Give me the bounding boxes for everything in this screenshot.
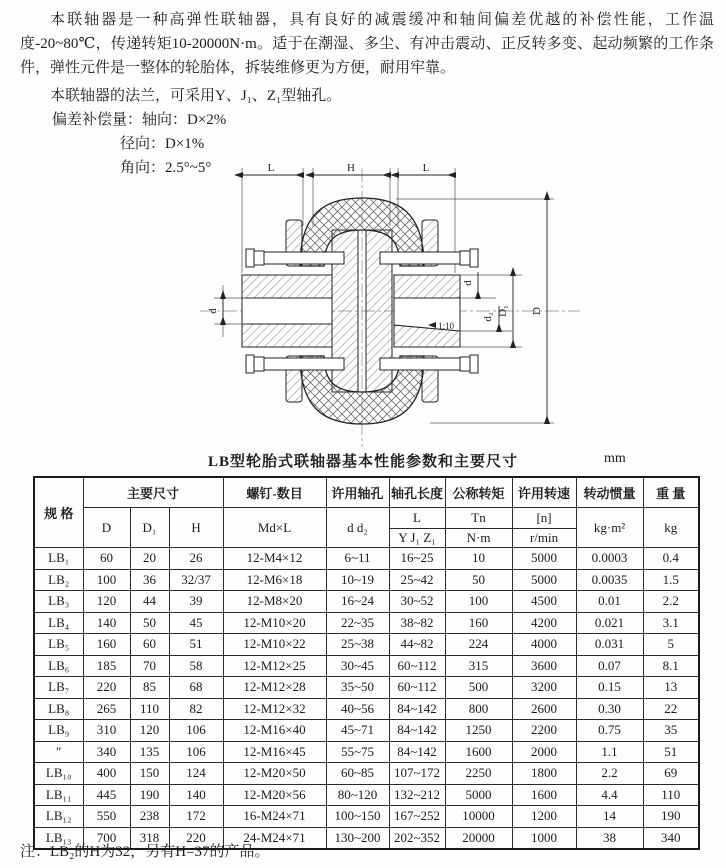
cell-inertia: 0.07 <box>576 655 643 677</box>
cell-screws: 12-M12×28 <box>223 677 326 699</box>
header-spec: 规 格 <box>34 477 83 548</box>
cell-H: 32/37 <box>169 569 223 591</box>
cell-H: 106 <box>169 741 223 763</box>
header-H: H <box>169 508 223 548</box>
cell-n: 2000 <box>512 741 576 763</box>
cell-D: 265 <box>83 698 130 720</box>
cell-weight: 69 <box>643 763 699 785</box>
header-bore-len-L: L <box>389 508 445 529</box>
cell-inertia: 0.0035 <box>576 569 643 591</box>
cell-L: 38~82 <box>389 612 445 634</box>
cell-D: 445 <box>83 784 130 806</box>
cell-L: 107~172 <box>389 763 445 785</box>
svg-text:d: d <box>207 308 219 314</box>
cell-D1: 36 <box>130 569 169 591</box>
cell-bore: 16~24 <box>326 591 389 613</box>
header-D1: D₁ <box>130 508 169 548</box>
compensation-radial: 径向：D×1% <box>120 136 205 152</box>
cell-H: 124 <box>169 763 223 785</box>
header-inertia: 转动惯量 <box>576 477 643 508</box>
dim-label-L-right: L <box>422 162 430 174</box>
cell-L: 44~82 <box>389 634 445 656</box>
intro-paragraph <box>20 8 714 80</box>
cell-D: 400 <box>83 763 130 785</box>
cell-spec: LB₉ <box>34 720 83 742</box>
cell-D: 340 <box>83 741 130 763</box>
cell-Tn: 2250 <box>445 763 512 785</box>
cell-n: 1800 <box>512 763 576 785</box>
cell-bore: 22~35 <box>326 612 389 634</box>
cell-inertia: 0.15 <box>576 677 643 699</box>
cell-inertia: 4.4 <box>576 784 643 806</box>
cell-H: 220 <box>169 827 223 849</box>
cell-screws: 12-M10×22 <box>223 634 326 656</box>
cell-D: 220 <box>83 677 130 699</box>
cell-D: 550 <box>83 806 130 828</box>
cell-n: 3200 <box>512 677 576 699</box>
table-row <box>34 784 699 806</box>
cell-weight: 8.1 <box>643 655 699 677</box>
cell-screws: 12-M8×20 <box>223 591 326 613</box>
header-torque: 公称转矩 <box>445 477 512 508</box>
cell-bore: 25~38 <box>326 634 389 656</box>
cell-spec: LB₁₃ <box>34 827 83 849</box>
footnote: 注：LB₂的H为32，另有H=37的产品。 <box>20 844 270 860</box>
header-bore: 许用轴孔 <box>326 477 389 508</box>
cell-L: 167~252 <box>389 806 445 828</box>
cell-bore: 35~50 <box>326 677 389 699</box>
cell-inertia: 1.1 <box>576 741 643 763</box>
cell-D: 310 <box>83 720 130 742</box>
cell-weight: 5 <box>643 634 699 656</box>
cell-n: 2600 <box>512 698 576 720</box>
cell-D1: 85 <box>130 677 169 699</box>
table-row <box>34 720 699 742</box>
cell-n: 1200 <box>512 806 576 828</box>
cell-D: 140 <box>83 612 130 634</box>
dim-label-L-left: L <box>267 162 275 174</box>
cell-n: 3600 <box>512 655 576 677</box>
cell-n: 1600 <box>512 784 576 806</box>
cell-spec: LB₁₂ <box>34 806 83 828</box>
cell-inertia: 0.75 <box>576 720 643 742</box>
cell-bore: 6~11 <box>326 548 389 570</box>
cell-D1: 20 <box>130 548 169 570</box>
cell-inertia: 2.2 <box>576 763 643 785</box>
cell-D: 160 <box>83 634 130 656</box>
header-weight: 重 量 <box>643 477 699 508</box>
header-torque-sym: Tn <box>445 508 512 529</box>
cell-Tn: 160 <box>445 612 512 634</box>
cell-D1: 135 <box>130 741 169 763</box>
cell-L: 202~352 <box>389 827 445 849</box>
header-speed-sym: [n] <box>512 508 576 529</box>
cell-inertia: 0.30 <box>576 698 643 720</box>
cell-Tn: 10000 <box>445 806 512 828</box>
table-row <box>34 763 699 785</box>
cell-Tn: 1600 <box>445 741 512 763</box>
cell-D1: 110 <box>130 698 169 720</box>
cell-bore: 30~45 <box>326 655 389 677</box>
compensation-axial: 偏差补偿量：轴向：D×2% <box>52 112 227 128</box>
svg-text:1:10: 1:10 <box>438 321 455 331</box>
table-row <box>34 612 699 634</box>
header-screws-sub: Md×L <box>223 508 326 548</box>
cell-spec: LB₁₀ <box>34 763 83 785</box>
cell-H: 45 <box>169 612 223 634</box>
cell-Tn: 500 <box>445 677 512 699</box>
cell-weight: 35 <box>643 720 699 742</box>
cell-n: 5000 <box>512 569 576 591</box>
table-title: LB型轮胎式联轴器基本性能参数和主要尺寸 <box>207 454 518 470</box>
cell-spec: LB₈ <box>34 698 83 720</box>
table-row <box>34 655 699 677</box>
cell-weight: 2.2 <box>643 591 699 613</box>
cell-weight: 190 <box>643 806 699 828</box>
header-speed-unit: r/min <box>512 529 576 548</box>
cell-H: 51 <box>169 634 223 656</box>
cell-Tn: 315 <box>445 655 512 677</box>
right-hub <box>394 275 460 347</box>
cell-Tn: 100 <box>445 591 512 613</box>
cell-screws: 16-M24×71 <box>223 806 326 828</box>
table-row <box>34 741 699 763</box>
cell-weight: 22 <box>643 698 699 720</box>
table-row <box>34 677 699 699</box>
cell-weight: 340 <box>643 827 699 849</box>
cell-n: 4000 <box>512 634 576 656</box>
cell-D: 60 <box>83 548 130 570</box>
coupling-cross-section-diagram <box>0 160 726 452</box>
header-weight-unit: kg <box>643 508 699 548</box>
cell-inertia: 0.021 <box>576 612 643 634</box>
cell-H: 106 <box>169 720 223 742</box>
coupling-spec-table <box>33 476 700 850</box>
cell-spec: LB₁ <box>34 548 83 570</box>
cell-bore: 100~150 <box>326 806 389 828</box>
cell-spec: LB₄ <box>34 612 83 634</box>
cell-inertia: 0.01 <box>576 591 643 613</box>
cell-n: 1000 <box>512 827 576 849</box>
cell-L: 30~52 <box>389 591 445 613</box>
cell-screws: 12-M20×50 <box>223 763 326 785</box>
cell-H: 39 <box>169 591 223 613</box>
cell-inertia: 0.0003 <box>576 548 643 570</box>
cell-spec: LB₇ <box>34 677 83 699</box>
header-bore-len-types: Y J₁ Z₁ <box>389 529 445 548</box>
cell-screws: 24-M24×71 <box>223 827 326 849</box>
cell-screws: 12-M16×45 <box>223 741 326 763</box>
cell-screws: 12-M12×32 <box>223 698 326 720</box>
cell-L: 60~112 <box>389 677 445 699</box>
header-screws: 螺钉-数目 <box>223 477 326 508</box>
cell-spec: LB₃ <box>34 591 83 613</box>
cell-H: 58 <box>169 655 223 677</box>
cell-weight: 1.5 <box>643 569 699 591</box>
cell-screws: 12-M16×40 <box>223 720 326 742</box>
left-hub <box>242 275 332 347</box>
cell-bore: 130~200 <box>326 827 389 849</box>
compensation-angular: 角向：2.5°~5° <box>120 160 212 176</box>
cell-Tn: 224 <box>445 634 512 656</box>
cell-inertia: 38 <box>576 827 643 849</box>
cell-weight: 3.1 <box>643 612 699 634</box>
cell-bore: 60~85 <box>326 763 389 785</box>
cell-L: 84~142 <box>389 698 445 720</box>
cell-bore: 45~71 <box>326 720 389 742</box>
cell-H: 68 <box>169 677 223 699</box>
cell-L: 132~212 <box>389 784 445 806</box>
svg-text:D: D <box>531 307 543 315</box>
cell-bore: 40~56 <box>326 698 389 720</box>
cell-n: 2200 <box>512 720 576 742</box>
cell-Tn: 5000 <box>445 784 512 806</box>
table-row <box>34 806 699 828</box>
cell-L: 16~25 <box>389 548 445 570</box>
cell-Tn: 10 <box>445 548 512 570</box>
cell-Tn: 50 <box>445 569 512 591</box>
cell-inertia: 14 <box>576 806 643 828</box>
cell-bore: 55~75 <box>326 741 389 763</box>
table-row <box>34 548 699 570</box>
cell-Tn: 20000 <box>445 827 512 849</box>
cell-spec: ″ <box>34 741 83 763</box>
cell-H: 82 <box>169 698 223 720</box>
cell-weight: 110 <box>643 784 699 806</box>
cell-n: 4500 <box>512 591 576 613</box>
cell-spec: LB₅ <box>34 634 83 656</box>
cell-screws: 12-M12×25 <box>223 655 326 677</box>
cell-D: 185 <box>83 655 130 677</box>
dim-d-right <box>460 272 496 298</box>
cell-bore: 80~120 <box>326 784 389 806</box>
cell-H: 26 <box>169 548 223 570</box>
cell-spec: LB₂ <box>34 569 83 591</box>
header-torque-unit: N·m <box>445 529 512 548</box>
cell-D1: 318 <box>130 827 169 849</box>
cell-screws: 12-M20×56 <box>223 784 326 806</box>
dim-label-H: H <box>347 162 355 174</box>
cell-H: 140 <box>169 784 223 806</box>
cell-screws: 12-M4×12 <box>223 548 326 570</box>
cell-n: 5000 <box>512 548 576 570</box>
cell-D1: 70 <box>130 655 169 677</box>
cell-D1: 238 <box>130 806 169 828</box>
header-D: D <box>83 508 130 548</box>
header-speed: 许用转速 <box>512 477 576 508</box>
cell-spec: LB₆ <box>34 655 83 677</box>
cell-D1: 60 <box>130 634 169 656</box>
cell-weight: 0.4 <box>643 548 699 570</box>
cell-D: 120 <box>83 591 130 613</box>
table-row <box>34 698 699 720</box>
cell-D1: 120 <box>130 720 169 742</box>
svg-text:d: d <box>462 280 474 286</box>
header-bore-sub: d d₂ <box>326 508 389 548</box>
cell-D1: 190 <box>130 784 169 806</box>
header-main-dims: 主要尺寸 <box>83 477 223 508</box>
table-row <box>34 591 699 613</box>
cell-weight: 13 <box>643 677 699 699</box>
cell-Tn: 800 <box>445 698 512 720</box>
cell-D1: 50 <box>130 612 169 634</box>
cell-H: 172 <box>169 806 223 828</box>
table-unit: mm <box>604 451 626 466</box>
cell-Tn: 1250 <box>445 720 512 742</box>
flange-note: 本联轴器的法兰，可采用Y、J₁、Z₁型轴孔。 <box>50 88 342 104</box>
cell-screws: 12-M6×18 <box>223 569 326 591</box>
svg-text:D₁: D₁ <box>497 305 509 317</box>
header-bore-length: 轴孔长度 <box>389 477 445 508</box>
table-row <box>34 634 699 656</box>
cell-L: 25~42 <box>389 569 445 591</box>
cell-inertia: 0.031 <box>576 634 643 656</box>
table-title-row <box>0 450 726 472</box>
cell-D1: 150 <box>130 763 169 785</box>
cell-L: 60~112 <box>389 655 445 677</box>
svg-text:d₂: d₂ <box>482 312 494 322</box>
cell-spec: LB₁₁ <box>34 784 83 806</box>
cell-L: 84~142 <box>389 741 445 763</box>
cell-D: 100 <box>83 569 130 591</box>
cell-screws: 12-M10×20 <box>223 612 326 634</box>
intro-text: 本联轴器是一种高弹性联轴器，具有良好的减震缓冲和轴间偏差优越的补偿性能，工作温度-20~80℃，传递转矩10-20000N·m。适于在潮湿、多尘、有冲击震动、正反转多变、起动频繁的工作条件，弹性元件是一整体的轮胎体，拆装维修更为方便，耐用牢靠。 <box>20 12 714 76</box>
table-row <box>34 569 699 591</box>
header-inertia-unit: kg·m² <box>576 508 643 548</box>
cell-n: 4200 <box>512 612 576 634</box>
cell-D: 700 <box>83 827 130 849</box>
cell-L: 84~142 <box>389 720 445 742</box>
cell-D1: 44 <box>130 591 169 613</box>
cell-bore: 10~19 <box>326 569 389 591</box>
cell-weight: 51 <box>643 741 699 763</box>
